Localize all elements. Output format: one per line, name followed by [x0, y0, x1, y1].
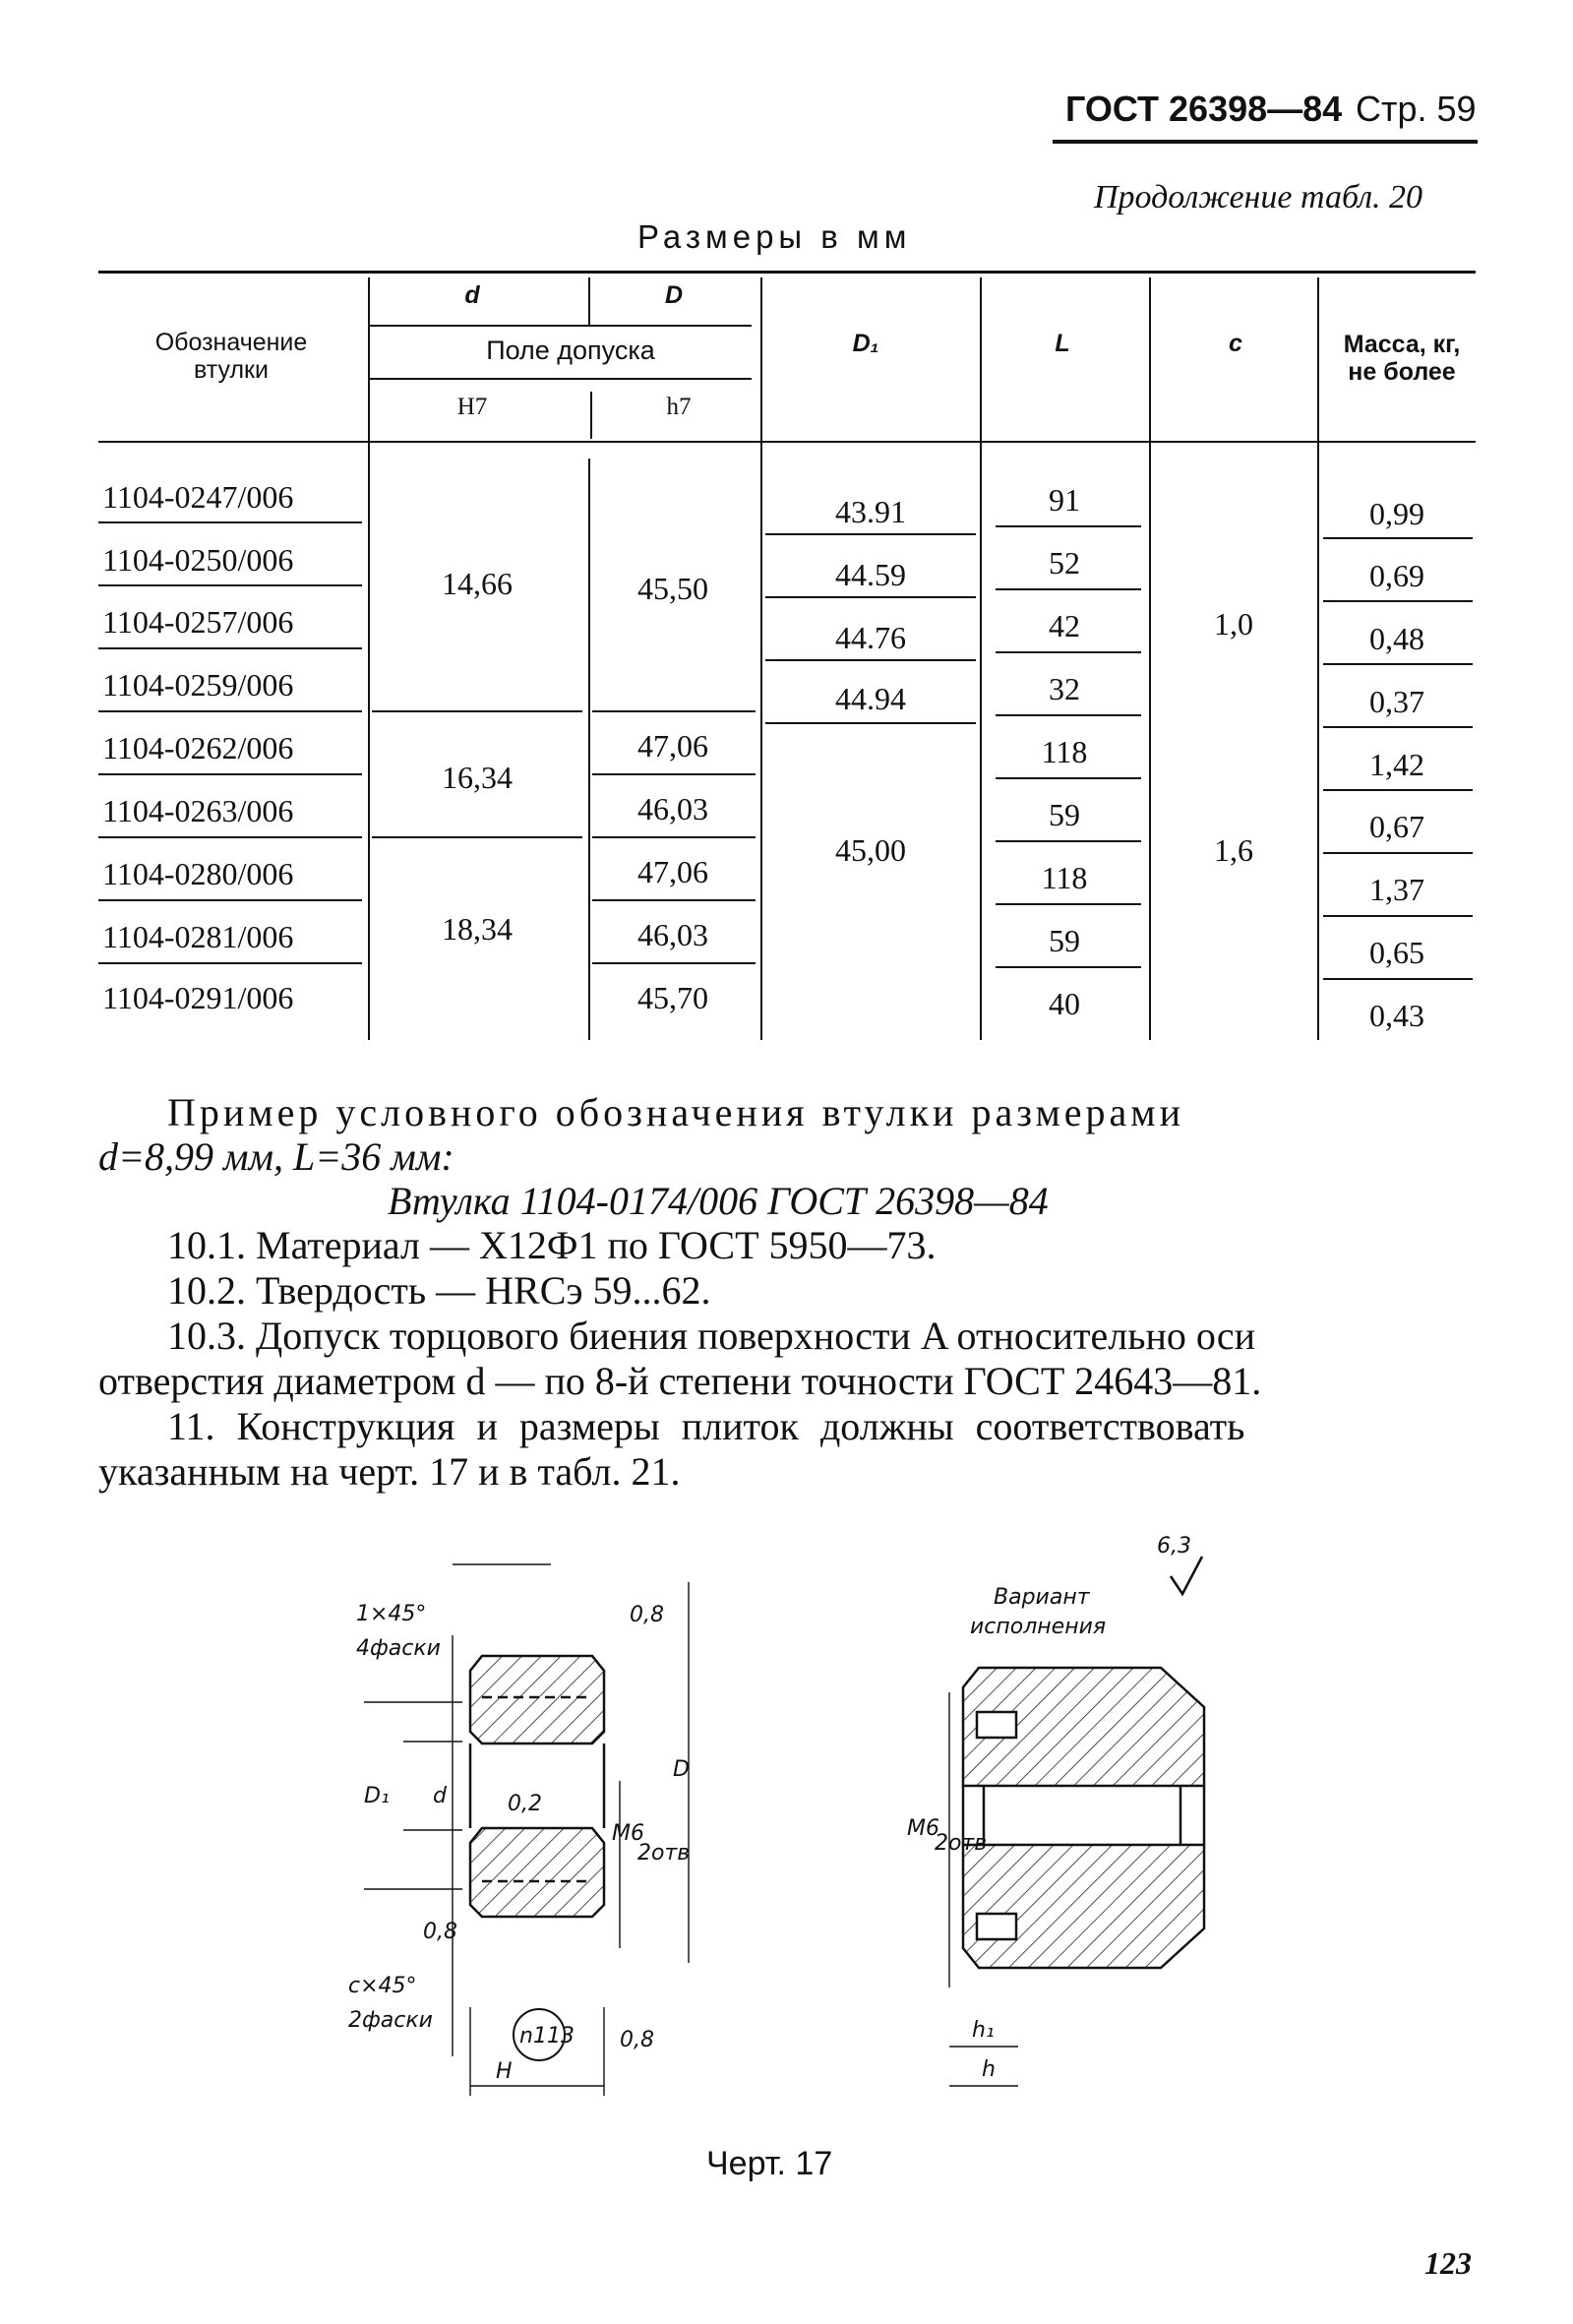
bushing-drawing	[0, 1496, 1573, 2106]
standard-number: ГОСТ 26398—84	[1065, 89, 1343, 129]
mass-value: 0,43	[1369, 998, 1424, 1033]
header-c: c	[1229, 330, 1242, 357]
D-value: 47,06	[637, 728, 708, 764]
paragraph-10-3-line1: 10.3. Допуск торцового биения поверхности A относительно оси	[167, 1314, 1256, 1358]
marker-label: n113	[519, 2024, 575, 2049]
d-value: 16,34	[442, 760, 513, 795]
mass-value: 0,99	[1369, 496, 1424, 531]
header-rule	[1053, 140, 1478, 144]
header-L: L	[1055, 330, 1070, 357]
variant-label-line1: Вариант	[994, 1585, 1090, 1610]
thread-label-right: M6	[907, 1816, 939, 1841]
header-D1: D₁	[852, 330, 879, 357]
example-line2: d=8,99 мм, L=36 мм:	[98, 1134, 454, 1179]
table-row-code: 1104-0280/006	[102, 856, 294, 891]
paragraph-10-3-line2: отверстия диаметром d — по 8-й степени точности ГОСТ 24643—81.	[98, 1359, 1262, 1403]
header-d: d	[464, 281, 480, 309]
L-value: 59	[1049, 797, 1080, 832]
D1-value: 44.59	[835, 557, 906, 592]
c-value: 1,6	[1214, 832, 1253, 868]
L-value: 118	[1041, 860, 1088, 895]
mass-value: 1,42	[1369, 747, 1424, 782]
table-caption: Продолжение табл. 20	[1094, 179, 1423, 215]
header-H7: H7	[456, 394, 488, 420]
dim-h: h	[982, 2057, 996, 2082]
L-value: 118	[1041, 734, 1088, 769]
D-value: 45,70	[637, 980, 708, 1015]
holes-label: 2отв	[637, 1841, 691, 1865]
paragraph-10-2: 10.2. Твердость — HRCэ 59...62.	[167, 1268, 711, 1313]
roughness-general: 6,3	[1157, 1534, 1191, 1559]
L-value: 32	[1049, 671, 1080, 706]
roughness-left: 0,8	[423, 1920, 457, 1944]
D-value: 46,03	[637, 791, 708, 826]
mass-value: 0,67	[1369, 809, 1424, 844]
header-designation: Обозначение втулки	[154, 329, 308, 384]
L-value: 42	[1049, 608, 1080, 643]
L-value: 52	[1049, 545, 1080, 581]
roughness-top: 0,8	[630, 1603, 664, 1627]
D-value: 47,06	[637, 854, 708, 889]
L-value: 91	[1049, 482, 1080, 518]
L-value: 59	[1049, 923, 1080, 958]
mass-value: 1,37	[1369, 872, 1424, 907]
example-designation: Втулка 1104-0174/006 ГОСТ 26398—84	[388, 1179, 1049, 1223]
chamfer-label: 1×45°	[356, 1602, 427, 1626]
c-value: 1,0	[1214, 606, 1253, 642]
page-label: Стр. 59	[1356, 89, 1477, 129]
dim-d: d	[433, 1784, 447, 1808]
D-value: 46,03	[637, 917, 708, 952]
D1-value: 44.94	[835, 681, 906, 716]
D1-value: 44.76	[835, 620, 906, 655]
table-row-code: 1104-0262/006	[102, 730, 294, 765]
paragraph-11-line2: указанным на черт. 17 и в табл. 21.	[98, 1449, 681, 1494]
header-D: D	[664, 281, 684, 309]
table-row-code: 1104-0257/006	[102, 604, 294, 640]
roughness-check-icon	[1171, 1557, 1202, 1594]
holes-label-right: 2отв	[935, 1831, 988, 1856]
header-tolerance-field: Поле допуска	[486, 336, 655, 365]
d-value: 14,66	[442, 566, 513, 601]
table-row-code: 1104-0281/006	[102, 919, 294, 954]
chamfers-label: 4фаски	[356, 1636, 441, 1661]
thread-label: M6	[612, 1821, 644, 1846]
dim-D: D	[673, 1757, 690, 1782]
D-value: 45,50	[637, 571, 708, 606]
dim-H: H	[496, 2059, 513, 2084]
dim-D1: D₁	[364, 1784, 390, 1808]
figure-caption: Черт. 17	[706, 2145, 833, 2182]
table-row-code: 1104-0247/006	[102, 479, 294, 515]
variant-label-line2: исполнения	[970, 1615, 1107, 1639]
chamfer-c-label: c×45°	[348, 1974, 417, 1998]
chamfers2-label: 2фаски	[348, 2008, 433, 2033]
L-value: 40	[1049, 986, 1080, 1021]
paragraph-11-line1: 11. Конструкция и размеры плиток должны соответствовать	[167, 1404, 1245, 1448]
roughness-right: 0,8	[620, 2028, 654, 2052]
example-line1: Пример условного обозначения втулки размерами	[167, 1090, 1184, 1134]
mass-value: 0,48	[1369, 621, 1424, 656]
paragraph-10-1: 10.1. Материал — Х12Ф1 по ГОСТ 5950—73.	[167, 1223, 937, 1267]
header-mass: Масса, кг, не более	[1343, 331, 1461, 386]
mass-value: 0,69	[1369, 558, 1424, 593]
table-row-code: 1104-0259/006	[102, 667, 294, 703]
d-value: 18,34	[442, 911, 513, 947]
table-row-code: 1104-0263/006	[102, 793, 294, 828]
page-number: 123	[1424, 2245, 1472, 2281]
mass-value: 0,37	[1369, 684, 1424, 719]
table-row-code: 1104-0291/006	[102, 980, 294, 1015]
D1-value: 43.91	[835, 494, 906, 529]
header-h7: h7	[666, 394, 692, 420]
roughness-mid: 0,2	[508, 1792, 542, 1816]
D1-value: 45,00	[835, 832, 906, 868]
dim-h1: h₁	[972, 2018, 995, 2043]
units-caption: Размеры в мм	[637, 218, 912, 255]
table-row-code: 1104-0250/006	[102, 542, 294, 578]
mass-value: 0,65	[1369, 935, 1424, 970]
